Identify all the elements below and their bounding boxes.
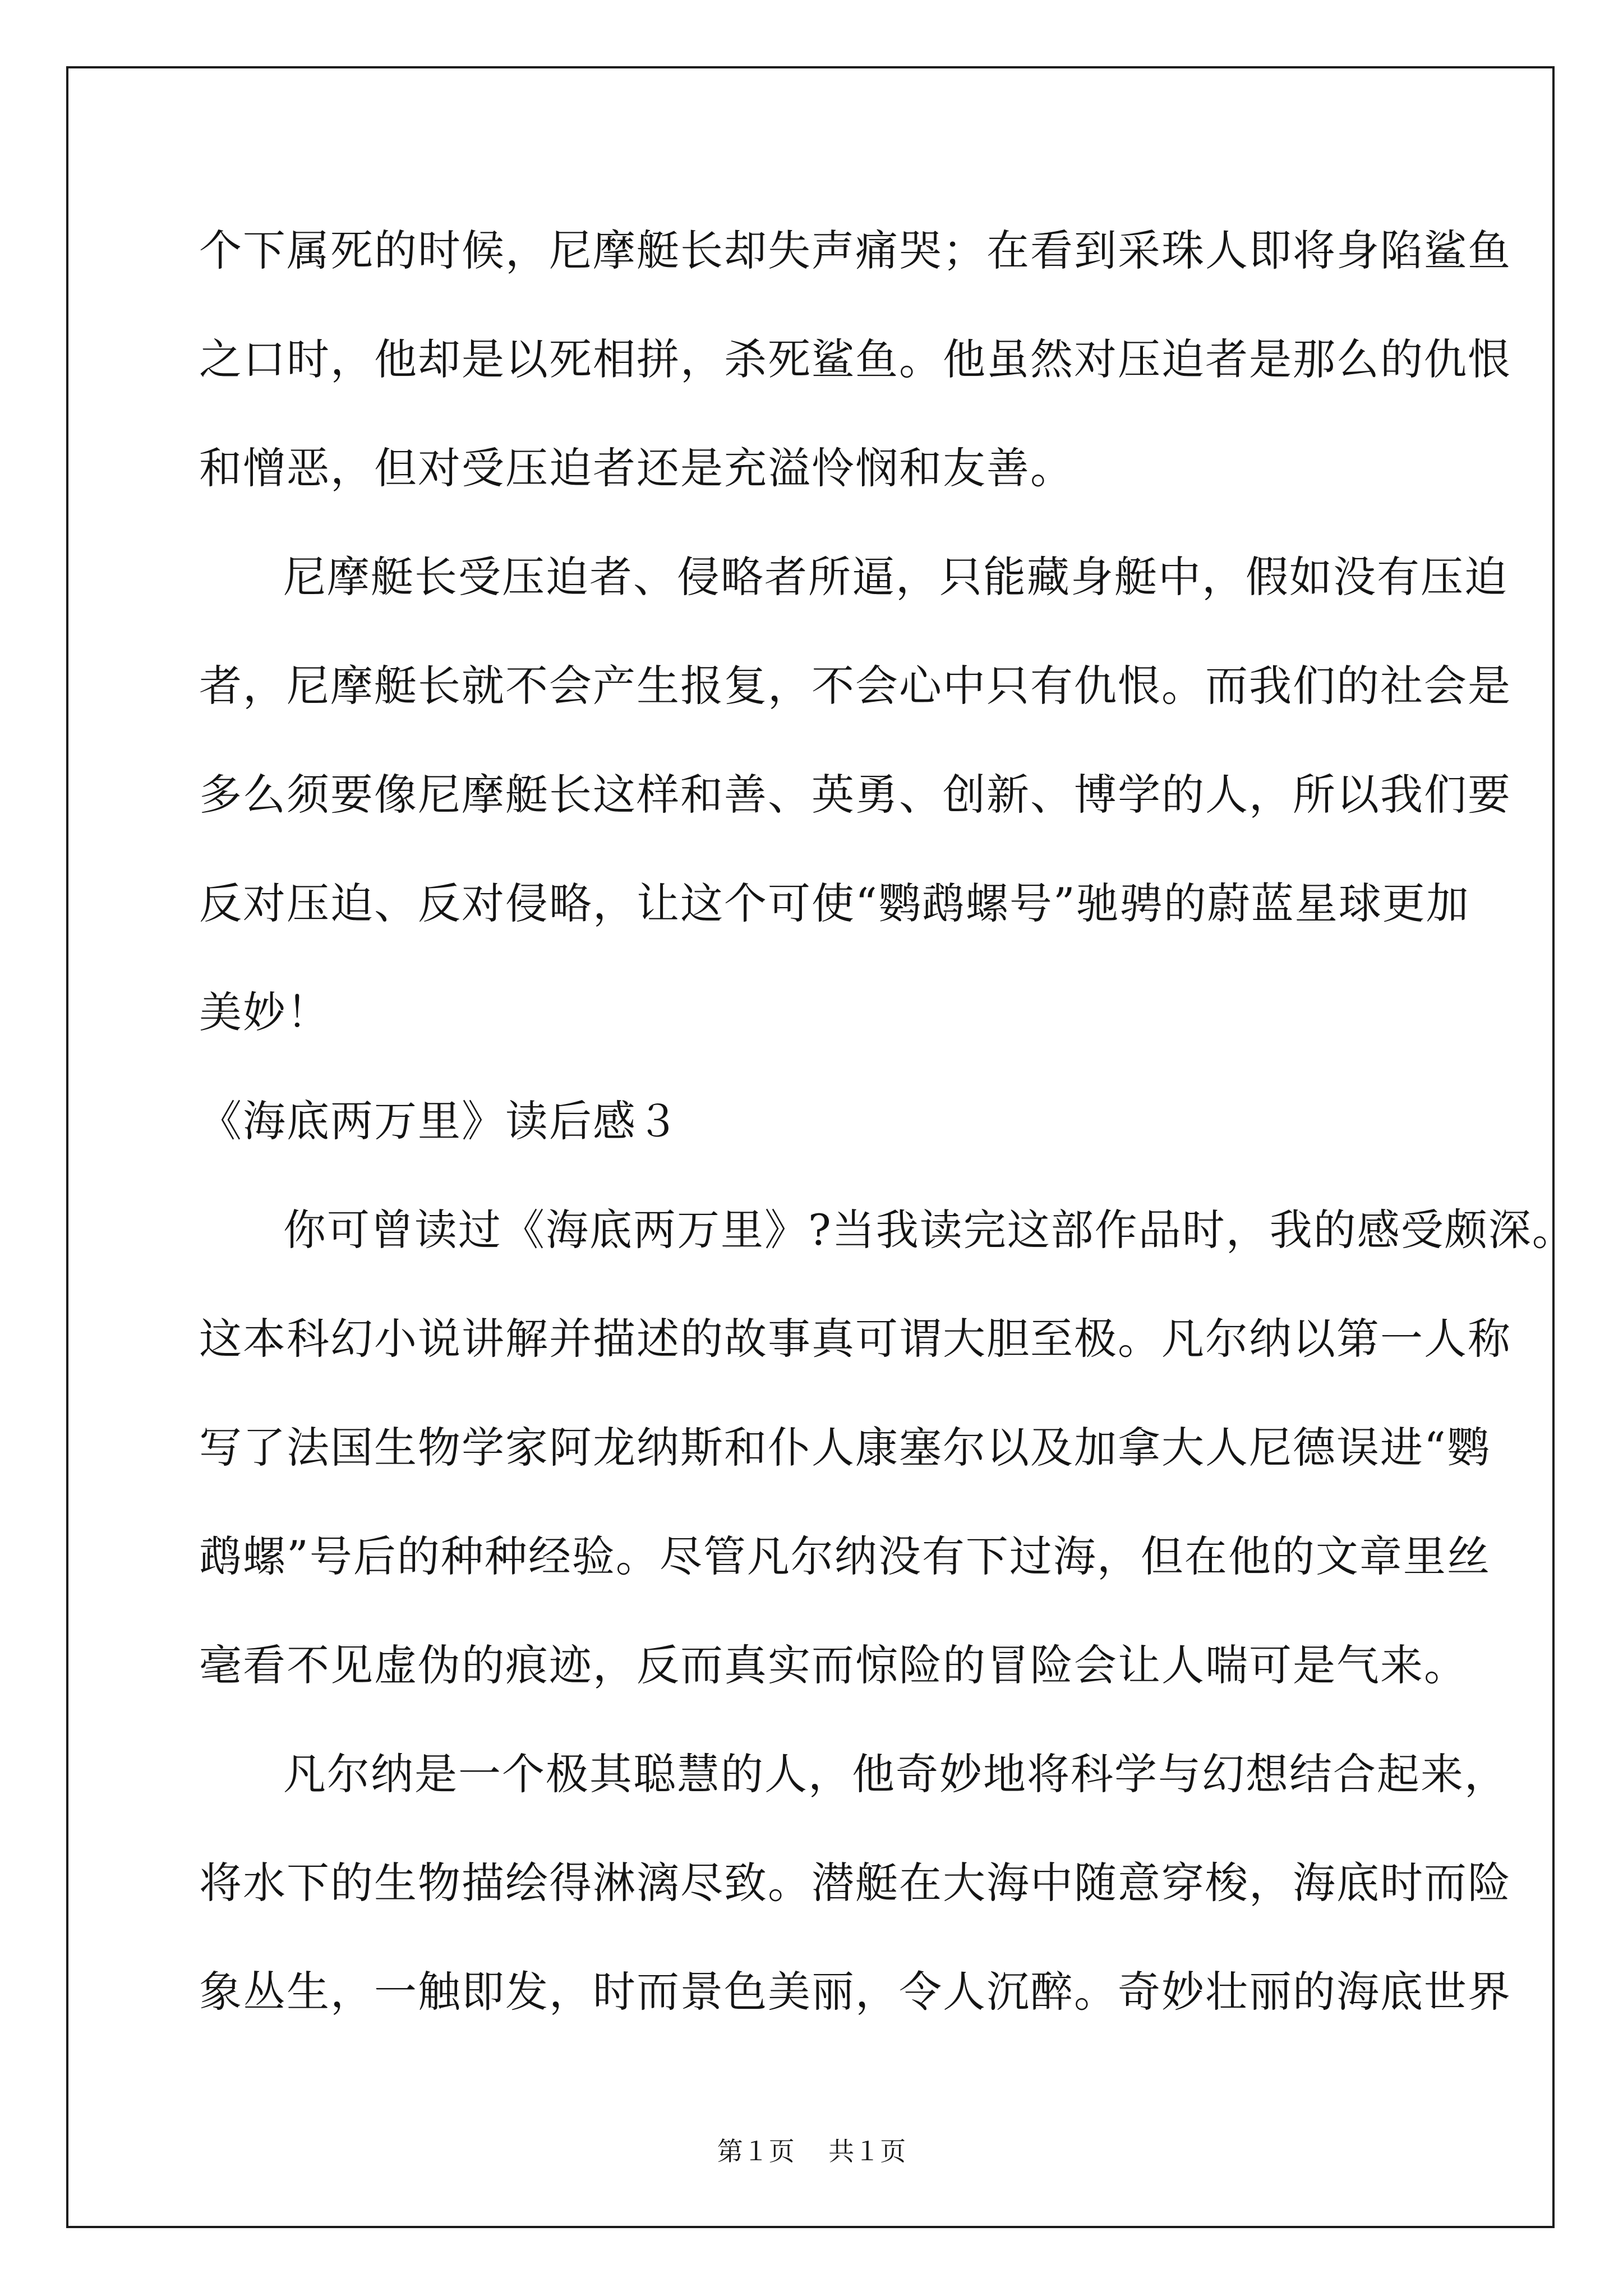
page-footer: 第１页 共１页 <box>717 2136 906 2166</box>
body-line: 这本科幻小说讲解并描述的故事真可谓大胆至极。凡尔纳以第一人称 <box>199 1314 1511 1364</box>
body-line: 之口时，他却是以死相拼，杀死鲨鱼。他虽然对压迫者是那么的仇恨 <box>199 334 1511 384</box>
document-body <box>199 220 1576 2070</box>
paragraph-start-line: 尼摩艇长受压迫者、侵略者所逼，只能藏身艇中，假如没有压迫 <box>283 552 1508 602</box>
body-line: 者，尼摩艇长就不会产生报复，不会心中只有仇恨。而我们的社会是 <box>199 661 1511 711</box>
body-line: 和憎恶，但对受压迫者还是充溢怜悯和友善。 <box>199 443 1074 493</box>
body-line: 毫看不见虚伪的痕迹，反而真实而惊险的冒险会让人喘可是气来。 <box>199 1640 1468 1690</box>
body-line: 个下属死的时候，尼摩艇长却失声痛哭；在看到采珠人即将身陷鲨鱼 <box>199 226 1511 275</box>
section-heading: 《海底两万里》读后感３ <box>199 1096 680 1146</box>
body-line: 反对压迫、反对侵略，让这个可使“鹦鹉螺号”驰骋的蔚蓝星球更加 <box>199 878 1470 928</box>
body-line: 美妙！ <box>199 987 330 1037</box>
body-line: 象丛生，一触即发，时而景色美丽，令人沉醉。奇妙壮丽的海底世界 <box>199 1967 1511 2017</box>
paragraph-start-line: 你可曾读过《海底两万里》?当我读完这部作品时，我的感受颇深。 <box>283 1205 1576 1255</box>
body-line: 多么须要像尼摩艇长这样和善、英勇、创新、博学的人，所以我们要 <box>199 770 1511 820</box>
body-line: 写了法国生物学家阿龙纳斯和仆人康塞尔以及加拿大人尼德误进“鹦 <box>199 1423 1491 1473</box>
body-line: 将水下的生物描绘得淋漓尽致。潜艇在大海中随意穿梭，海底时而险 <box>199 1858 1511 1908</box>
body-line: 鹉螺”号后的种种经验。尽管凡尔纳没有下过海，但在他的文章里丝 <box>199 1531 1491 1581</box>
paragraph-start-line: 凡尔纳是一个极其聪慧的人，他奇妙地将科学与幻想结合起来， <box>283 1749 1508 1799</box>
